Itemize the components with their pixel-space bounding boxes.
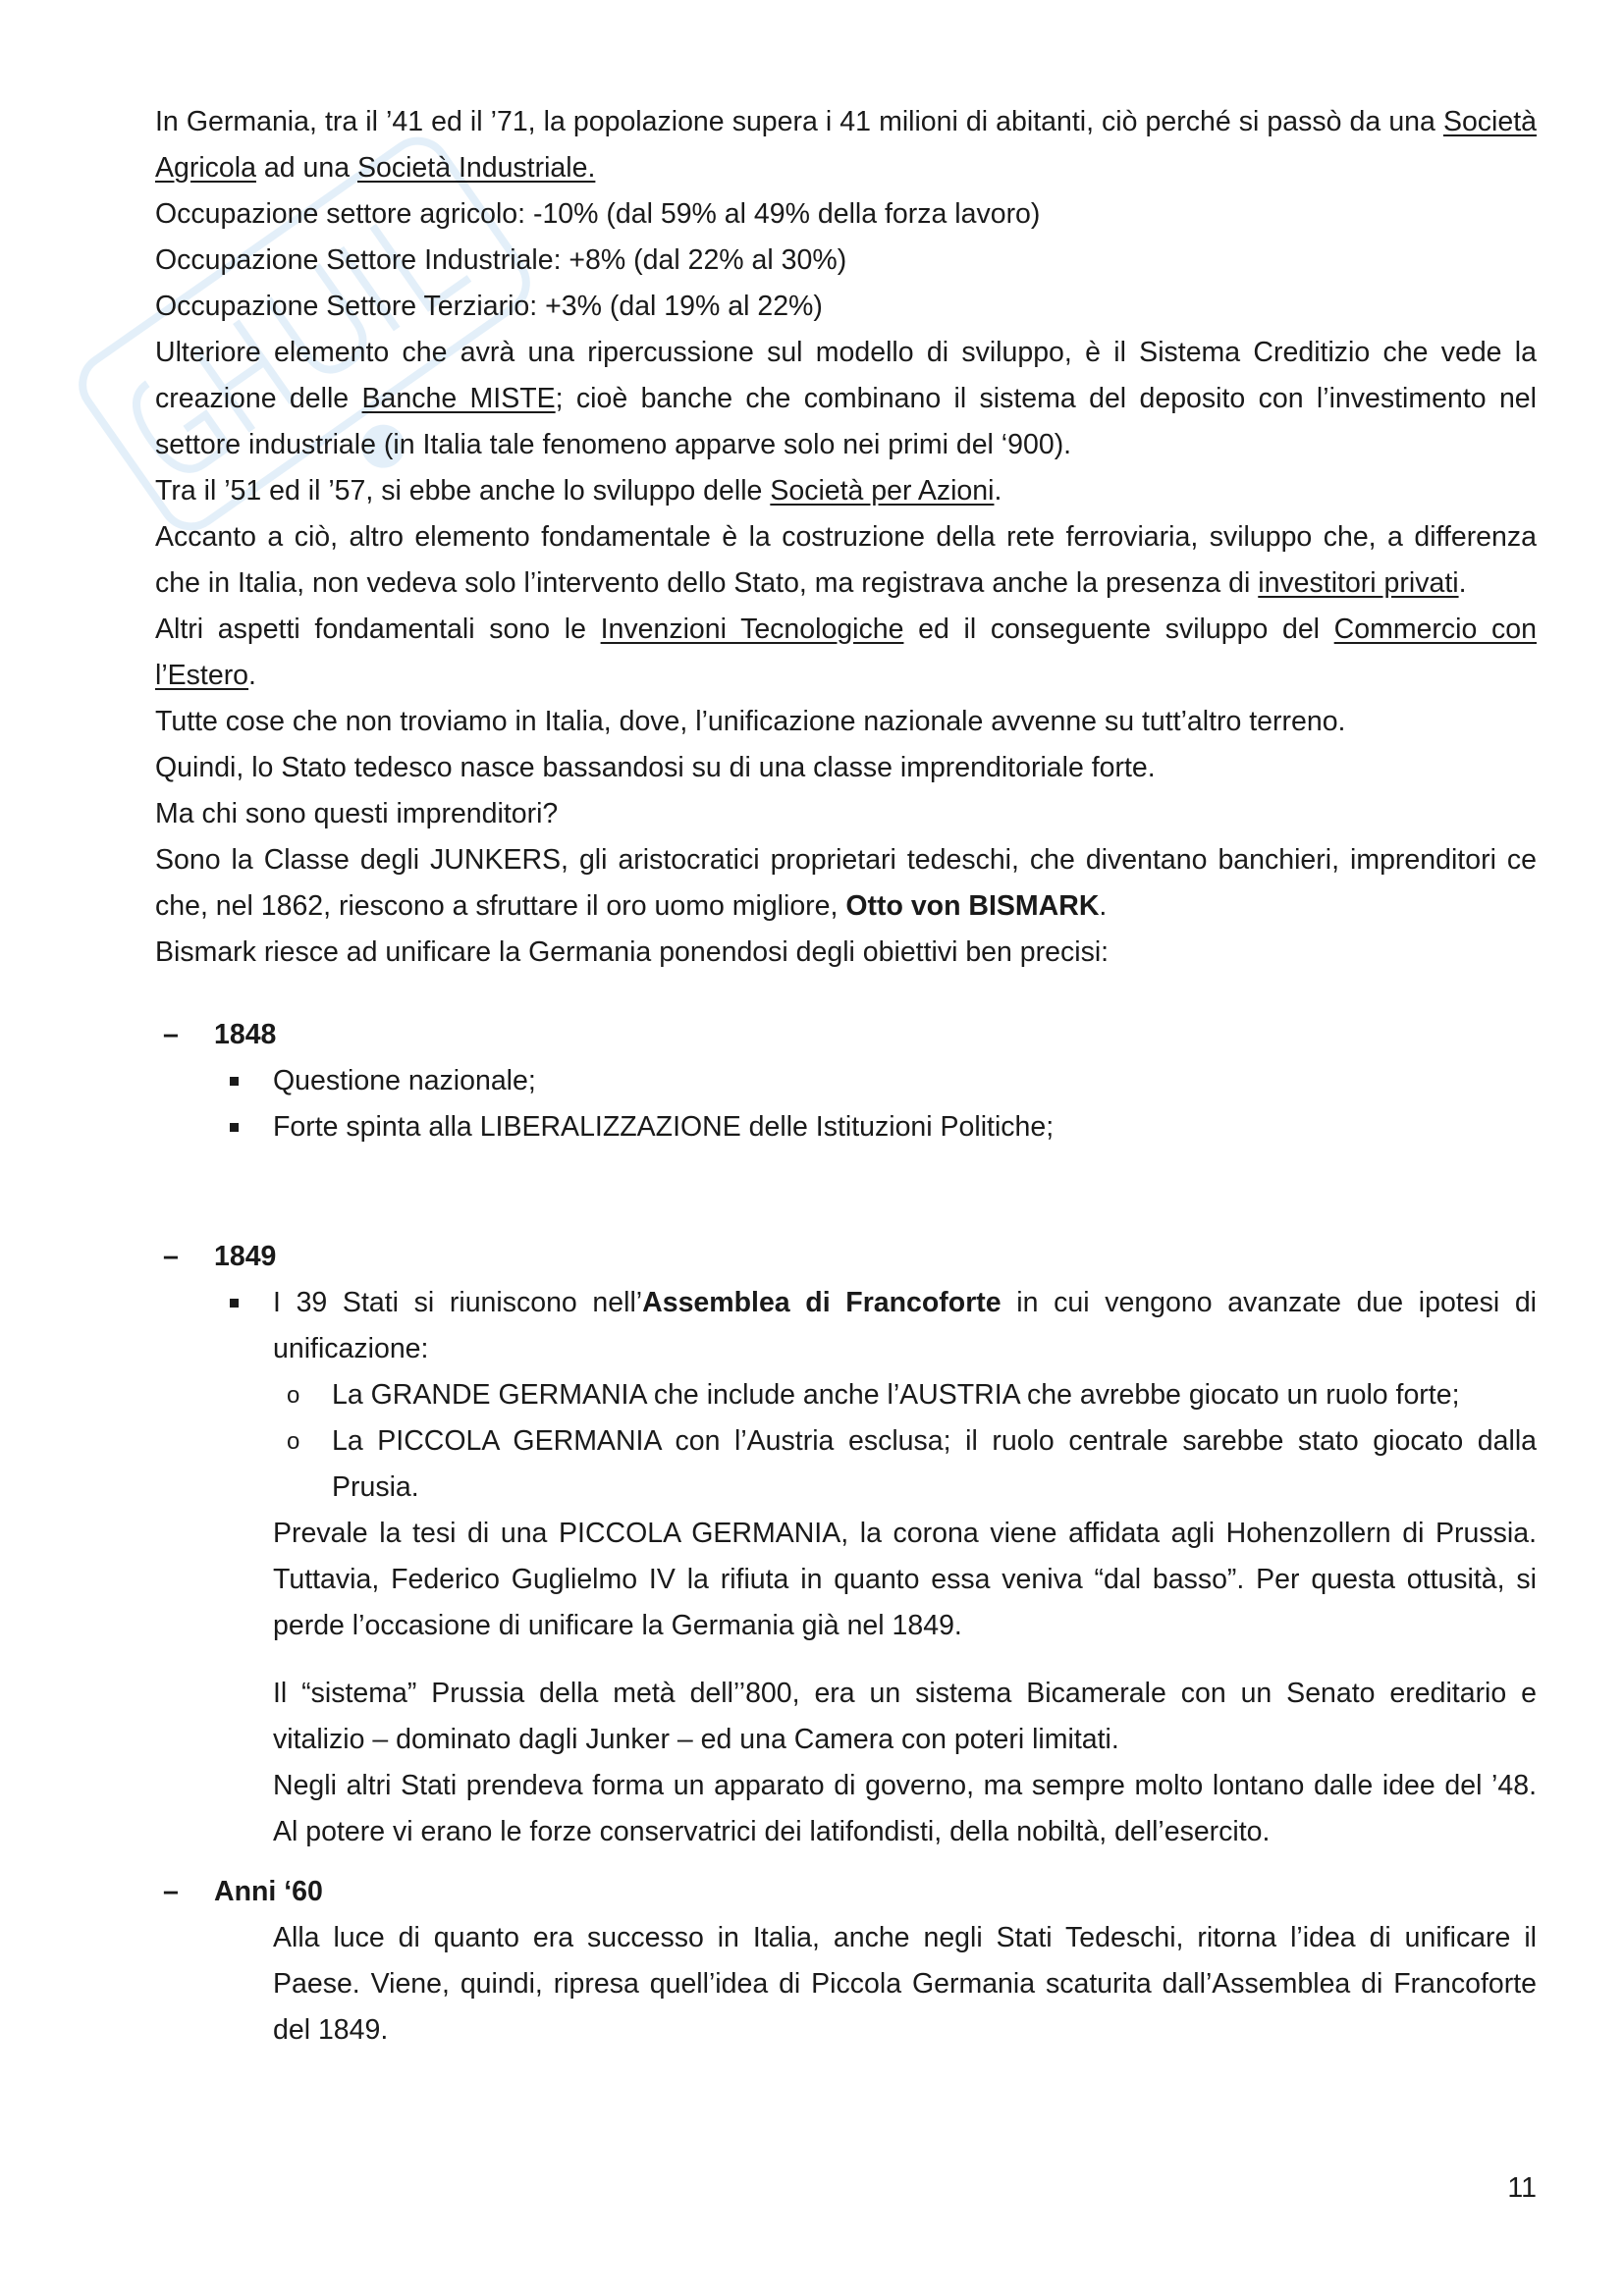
paragraph: Alla luce di quanto era successo in Italia, anche negli Stati Tedeschi, ritorna l’idea di unificare il Paese. Viene, quindi, ripresa quell’idea di Piccola Germania scaturita dall’Assemblea di Francoforte del 1849. xyxy=(273,1922,1537,2046)
sub-list-item: o La PICCOLA GERMANIA con l’Austria esclusa; il ruolo centrale sarebbe stato giocato dalla Prusia. xyxy=(155,1418,1537,1511)
circle-bullet: o xyxy=(287,1382,300,1409)
paragraph: Altri aspetti fondamentali sono le Invenzioni Tecnologiche ed il conseguente sviluppo del Commercio con l’Estero. xyxy=(155,614,1537,691)
underlined-term: Banche MISTE xyxy=(361,383,556,414)
paragraph: Occupazione Settore Terziario: +3% (dal 19% al 22%) xyxy=(155,291,823,322)
underlined-term: Invenzioni Tecnologiche xyxy=(600,614,904,645)
dash-bullet: – xyxy=(163,1241,179,1272)
underlined-term: Commercio con l’Estero xyxy=(155,614,1537,691)
dash-bullet: – xyxy=(163,1019,179,1050)
square-bullet-icon xyxy=(230,1299,239,1308)
sub-list-item: o La GRANDE GERMANIA che include anche l’AUSTRIA che avrebbe giocato un ruolo forte; xyxy=(155,1372,1537,1418)
list-heading-1848: – 1848 xyxy=(155,1012,1537,1058)
paragraph: In Germania, tra il ’41 ed il ’71, la popolazione supera i 41 milioni di abitanti, ciò perché si passò da una Società Agricola ad una Società Industriale. xyxy=(155,106,1537,184)
square-bullet-icon xyxy=(230,1123,239,1132)
dash-bullet: – xyxy=(163,1876,179,1907)
list-item: Forte spinta alla LIBERALIZZAZIONE delle Istituzioni Politiche; xyxy=(155,1104,1537,1150)
paragraph: Occupazione Settore Industriale: +8% (dal 22% al 30%) xyxy=(155,244,847,276)
paragraph: Negli altri Stati prendeva forma un apparato di governo, ma sempre molto lontano dalle idee del ’48. Al potere vi erano le forze conservatrici dei latifondisti, della nobiltà, dell’esercito. xyxy=(273,1770,1537,1847)
paragraph: Bismark riesce ad unificare la Germania ponendosi degli obiettivi ben precisi: xyxy=(155,936,1110,968)
paragraph: Quindi, lo Stato tedesco nasce bassandosi su di una classe imprenditoriale forte. xyxy=(155,752,1156,783)
body-text xyxy=(155,99,1537,2054)
paragraph: Occupazione settore agricolo: -10% (dal 59% al 49% della forza lavoro) xyxy=(155,198,1041,230)
paragraph: Tra il ’51 ed il ’57, si ebbe anche lo sviluppo delle Società per Azioni. xyxy=(155,475,1002,507)
list-item: I 39 Stati si riuniscono nell’Assemblea di Francoforte in cui vengono avanzate due ipotesi di unificazione: xyxy=(155,1280,1537,1372)
bold-term: Otto von BISMARK xyxy=(845,890,1100,922)
paragraph: Ma chi sono questi imprenditori? xyxy=(155,798,559,829)
underlined-term: investitori privati xyxy=(1258,567,1459,599)
paragraph: Ulteriore elemento che avrà una ripercussione sul modello di sviluppo, è il Sistema Creditizio che vede la creazione delle Banche MISTE; cioè banche che combinano il sistema del deposito con l’investimento nel settore industriale (in Italia tale fenomeno apparve solo nei primi del ‘900). xyxy=(155,337,1537,460)
underlined-term: Società Agricola xyxy=(155,106,1537,184)
paragraph: Accanto a ciò, altro elemento fondamentale è la costruzione della rete ferroviaria, sviluppo che, a differenza che in Italia, non vedeva solo l’intervento dello Stato, ma registrava anche la presenza di investitori privati. xyxy=(155,521,1537,599)
paragraph: Il “sistema” Prussia della metà dell’’800, era un sistema Bicamerale con un Senato ereditario e vitalizio – dominato dagli Junker – ed una Camera con poteri limitati. xyxy=(273,1678,1537,1755)
circle-bullet: o xyxy=(287,1428,300,1455)
underlined-term: Società per Azioni xyxy=(770,475,995,507)
paragraph: Tutte cose che non troviamo in Italia, dove, l’unificazione nazionale avvenne su tutt’altro terreno. xyxy=(155,706,1346,737)
underlined-term: Società Industriale. xyxy=(356,152,596,184)
page-number: 11 xyxy=(1507,2172,1537,2204)
list-heading-anni-60: – Anni ‘60 xyxy=(155,1869,1537,1915)
paragraph: Prevale la tesi di una PICCOLA GERMANIA, la corona viene affidata agli Hohenzollern di Prussia. Tuttavia, Federico Guglielmo IV la rifiuta in quanto essa veniva “dal basso”. Per questa ottusità, si perde l’occasione di unificare la Germania già nel 1849. xyxy=(273,1518,1537,1641)
paragraph: Sono la Classe degli JUNKERS, gli aristocratici proprietari tedeschi, che diventano banchieri, imprenditori ce che, nel 1862, riescono a sfruttare il oro uomo migliore, Otto von BISMARK. xyxy=(155,844,1537,922)
bold-term: Assemblea di Francoforte xyxy=(642,1287,1001,1318)
list-item: Questione nazionale; xyxy=(155,1058,1537,1104)
list-heading-1849: – 1849 xyxy=(155,1234,1537,1280)
square-bullet-icon xyxy=(230,1077,239,1086)
